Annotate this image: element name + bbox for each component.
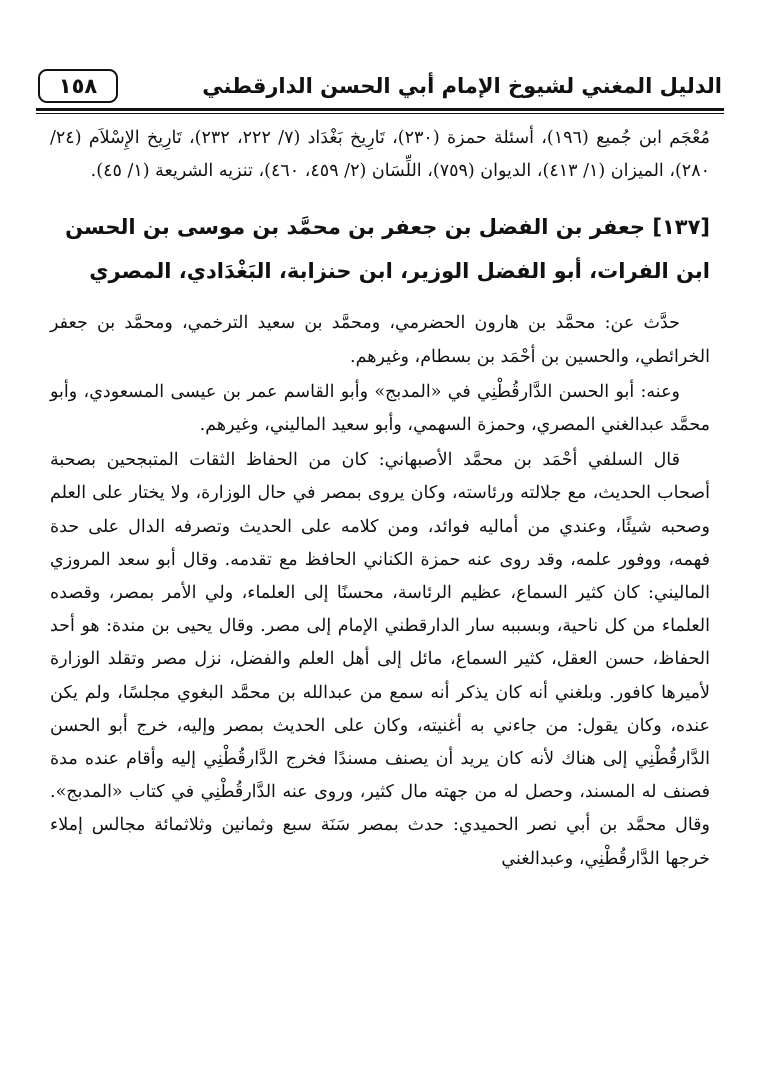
header-rule-thin — [36, 113, 724, 114]
page-number: ١٥٨ — [38, 69, 118, 103]
narrators-from-him-paragraph: وعنه: أبو الحسن الدَّارقُطْنِي في «المدبج» وأبو القاسم عمر بن عيسى المسعودي، وأبو محمَّد عبدالغني المصري، وحمزة السهمي، وأبو سعيد الماليني، وغيرهم. — [50, 381, 710, 436]
narrated-from-paragraph: حدَّث عن: محمَّد بن هارون الحضرمي، ومحمَّد بن سعيد الترخمي، ومحمَّد بن جعفر الخرائطي، والحسين بن أحْمَد بن بسطام، وغيرهم. — [50, 313, 710, 367]
page-body — [50, 122, 710, 878]
entry-heading-line-1: [١٣٧] جعفر بن الفضل بن جعفر بن محمَّد بن موسى بن الحسن — [65, 215, 710, 240]
references-paragraph: مُعْجَم ابن جُميع (١٩٦)، أسئلة حمزة (٢٣٠)، تَارِيخ بَغْدَاد (٧/ ٢٢٢، ٢٣٢)، تَارِيخ الإِسْلاَم (٢٤/ ٢٨٠)، الميزان (١/ ٤١٣)، الديوان (٧٥٩)، اللِّسَان (٢/ ٤٥٩، ٤٦٠)، تنزيه الشريعة (١/ ٤٥). — [50, 128, 710, 182]
header-rule — [36, 108, 724, 111]
biography-paragraph: قال السلفي أحْمَد بن محمَّد الأصبهاني: كان من الحفاظ الثقات المتبجحين بصحبة أصحاب الحديث، مع جلالته ورئاسته، وكان يروى بمصر في حال الوزارة، ولا يختار على العلم وصحبه شيئًا، وعندي من أماليه فوائد، ومن كلامه على الحديث وتصرفه الدال على حدة فهمه، ووفور علمه، وقد روى عنه حمزة الكناني الحافظ مع تقدمه. وقال أبو سعد المروزي الماليني: كان كثير السماع، عظيم الرئاسة، محسنًا إلى العلماء، ولي الأمر بمصر، وقصده العلماء من كل ناحية، وبسببه سار الدارقطني الإمام إلى مصر. وقال يحيى بن مندة: هو أحد الحفاظ، حسن العقل، كثير السماع، مائل إلى أهل العلم والفضل، نزل مصر وتقلد الوزارة لأميرها كافور. وبلغني أنه كان يذكر أنه سمع من عبدالله بن محمَّد البغوي مجلسًا، ولم يكن عنده، وكان يقول: من جاءني به أغنيته، وكان على الحديث بمصر وإليه، خرج أبو الحسن الدَّارقُطْنِي إلى هناك لأنه كان يريد أن يصنف مسندًا فخرج الدَّارقُطْنِي إليه وأقام عنده مدة فصنف له المسند، وحصل له من جهته مال كثير، وروى عنه الدَّارقُطْنِي في كتاب «المدبج». وقال محمَّد بن أبي نصر الحميدي: حدث بمصر سَنَة سبع وثمانين وثلاثمائة مجالس إملاء خرجها الدَّارقُطْنِي، وعبدالغني — [50, 450, 710, 869]
entry-heading-line-2: ابن الفرات، أبو الفضل الوزير، ابن حنزابة، البَغْدَادي، المصري — [89, 259, 710, 284]
page-header — [38, 66, 722, 106]
running-title: الدليل المغني لشيوخ الإمام أبي الحسن الدارقطني — [202, 74, 722, 98]
entry-heading — [50, 205, 710, 293]
